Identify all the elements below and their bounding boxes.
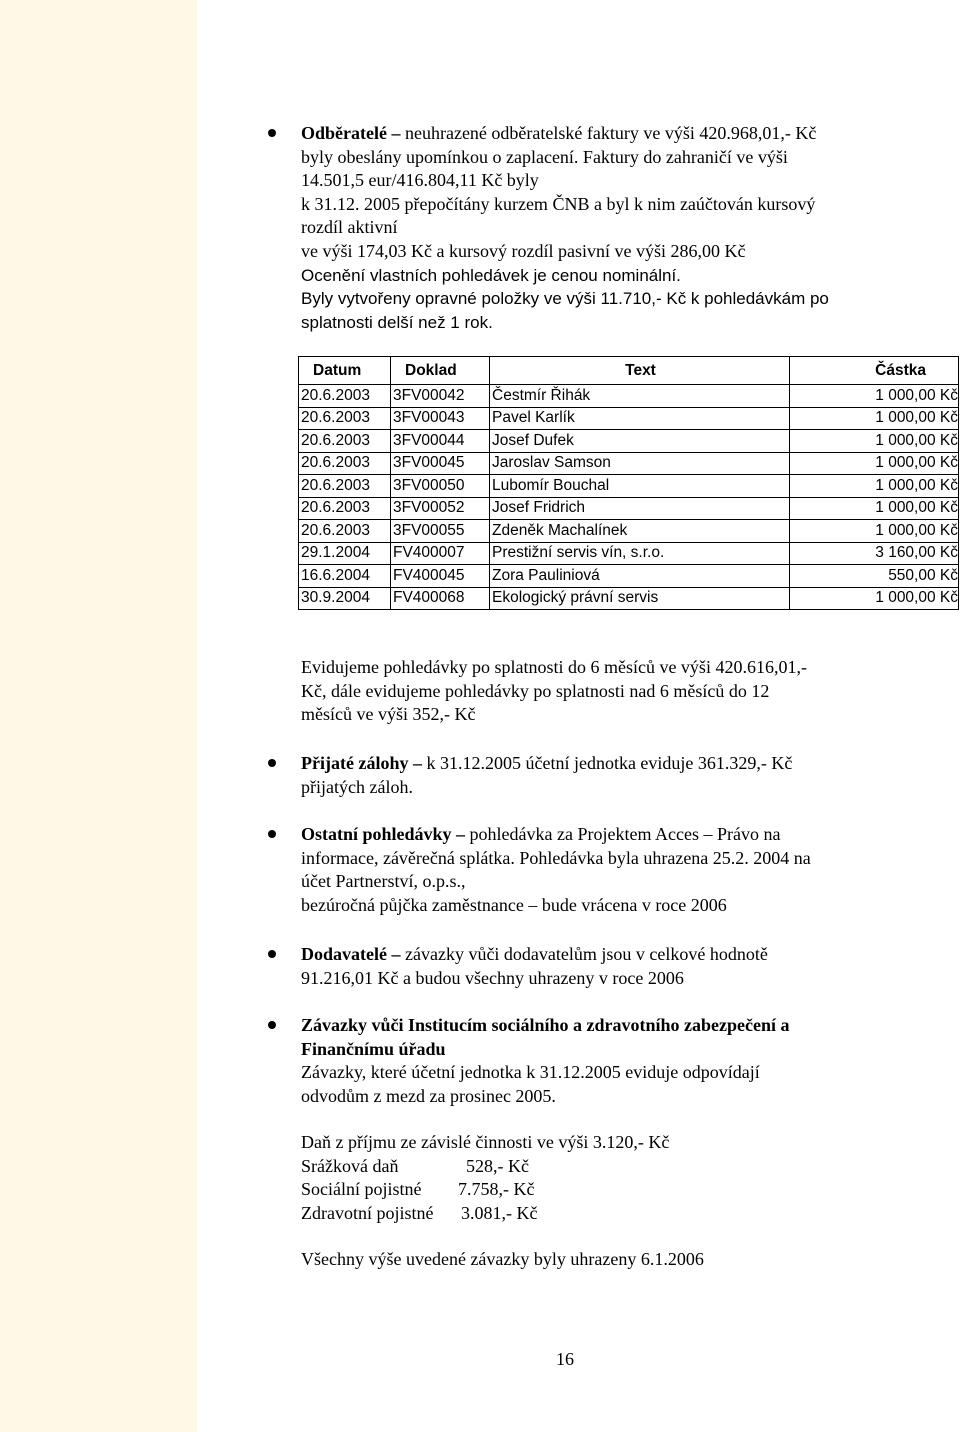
bullet-odberatele: [268, 129, 276, 137]
cell-datum: 20.6.2003: [299, 385, 391, 408]
zavazky-line: odvodům z mezd za prosinec 2005.: [301, 1085, 556, 1106]
table-row: [299, 475, 959, 498]
cell-text: Lubomír Bouchal: [490, 475, 790, 498]
cell-doklad: FV400007: [391, 542, 490, 565]
cell-castka: 1 000,00 Kč: [790, 497, 959, 520]
tax-value: 7.758,- Kč: [458, 1179, 535, 1200]
ostatni-line: účet Partnerství, o.p.s.,: [301, 871, 466, 892]
cell-doklad: 3FV00055: [391, 520, 490, 543]
cell-datum: 20.6.2003: [299, 497, 391, 520]
section-zalohy: [301, 752, 921, 799]
cell-text: Josef Fridrich: [490, 497, 790, 520]
cell-doklad: 3FV00052: [391, 497, 490, 520]
cell-castka: 1 000,00 Kč: [790, 520, 959, 543]
cell-doklad: 3FV00043: [391, 407, 490, 430]
cell-datum: 20.6.2003: [299, 407, 391, 430]
tax-value: 528,- Kč: [466, 1155, 529, 1176]
odberatele-line: k 31.12. 2005 přepočítány kurzem ČNB a byl k nim zaúčtován kursový: [301, 193, 816, 214]
tax-label: Sociální pojistné: [301, 1179, 422, 1200]
cell-datum: 16.6.2004: [299, 565, 391, 588]
odberatele-line: 14.501,5 eur/416.804,11 Kč byly: [301, 170, 539, 191]
cell-text: Ekologický právní servis: [490, 587, 790, 610]
tax-label: Zdravotní pojistné: [301, 1202, 434, 1223]
bullet-zalohy: [268, 759, 276, 767]
dodavatele-line: závazky vůči dodavatelům jsou v celkové hodnotě: [404, 944, 768, 964]
header-doklad: Doklad: [391, 357, 490, 385]
cell-castka: 1 000,00 Kč: [790, 587, 959, 610]
section-dane: [301, 1131, 921, 1225]
ostatni-line: informace, závěrečná splátka. Pohledávka byla uhrazena 25.2. 2004 na: [301, 847, 811, 868]
odberatele-line: byly obeslány upomínkou o zaplacení. Faktury do zahraničí ve výši: [301, 146, 788, 167]
odberatele-valuation: Ocenění vlastních pohledávek je cenou nominální.: [301, 265, 681, 285]
cell-castka: 550,00 Kč: [790, 565, 959, 588]
cell-datum: 20.6.2003: [299, 520, 391, 543]
bullet-zavazky: [268, 1021, 276, 1029]
tax-label: Srážková daň: [301, 1155, 399, 1176]
cell-datum: 29.1.2004: [299, 542, 391, 565]
table-header-row: [299, 357, 959, 385]
cell-doklad: 3FV00045: [391, 452, 490, 475]
cell-castka: 1 000,00 Kč: [790, 452, 959, 475]
cell-castka: 1 000,00 Kč: [790, 430, 959, 453]
table-row: [299, 520, 959, 543]
zavazky-title-cont: Finančnímu úřadu: [301, 1038, 446, 1059]
odberatele-line: neuhrazené odběratelské faktury ve výši 420.968,01,- Kč: [404, 123, 817, 143]
page-number: 16: [556, 1349, 574, 1369]
table-row: [299, 587, 959, 610]
dodavatele-title: Dodavatelé –: [301, 944, 401, 964]
cell-datum: 20.6.2003: [299, 430, 391, 453]
odberatele-provisions-cont: splatnosti delší než 1 rok.: [301, 312, 493, 332]
table-row: [299, 452, 959, 475]
table-row: [299, 542, 959, 565]
cell-text: Zora Pauliniová: [490, 565, 790, 588]
cell-text: Pavel Karlík: [490, 407, 790, 430]
zavazky-title: Závazky vůči Institucím sociálního a zdravotního zabezpečení a: [301, 1015, 790, 1035]
section-ostatni: [301, 823, 921, 917]
summary: [301, 1248, 921, 1272]
odberatele-line: ve výši 174,03 Kč a kursový rozdíl pasivní ve výši 286,00 Kč: [301, 240, 746, 261]
table-row: [299, 407, 959, 430]
ostatni-line: pohledávka za Projektem Acces – Právo na: [469, 824, 781, 844]
odberatele-line: rozdíl aktivní: [301, 217, 398, 238]
cell-doklad: FV400045: [391, 565, 490, 588]
zalohy-line: k 31.12.2005 účetní jednotka eviduje 361.329,- Kč: [426, 753, 793, 773]
section-zavazky: [301, 1014, 921, 1108]
margin-strip: [0, 0, 197, 1432]
cell-castka: 3 160,00 Kč: [790, 542, 959, 565]
evidence-line: měsíců ve výši 352,- Kč: [301, 704, 476, 725]
section-odberatele: [301, 122, 921, 334]
tax-value: 3.081,- Kč: [461, 1202, 538, 1223]
header-castka: Částka: [790, 357, 959, 385]
evidence-line: Kč, dále evidujeme pohledávky po splatnosti nad 6 měsíců do 12: [301, 680, 770, 701]
cell-doklad: 3FV00042: [391, 385, 490, 408]
tax-line: Daň z příjmu ze závislé činnosti ve výši 3.120,- Kč: [301, 1132, 670, 1152]
cell-text: Zdeněk Machalínek: [490, 520, 790, 543]
bullet-dodavatele: [268, 950, 276, 958]
cell-text: Jaroslav Samson: [490, 452, 790, 475]
table-row: [299, 565, 959, 588]
cell-text: Prestižní servis vín, s.r.o.: [490, 542, 790, 565]
header-datum: Datum: [299, 357, 391, 385]
zavazky-line: Závazky, které účetní jednotka k 31.12.2005 eviduje odpovídají: [301, 1062, 760, 1083]
odberatele-title: Odběratelé –: [301, 123, 401, 143]
table-row: [299, 497, 959, 520]
ostatni-line: bezúročná půjčka zaměstnance – bude vrácena v roce 2006: [301, 894, 727, 915]
cell-datum: 30.9.2004: [299, 587, 391, 610]
cell-text: Čestmír Řihák: [490, 385, 790, 408]
cell-text: Josef Dufek: [490, 430, 790, 453]
cell-castka: 1 000,00 Kč: [790, 475, 959, 498]
dodavatele-line: 91.216,01 Kč a budou všechny uhrazeny v roce 2006: [301, 967, 684, 988]
ostatni-title: Ostatní pohledávky –: [301, 824, 466, 844]
cell-datum: 20.6.2003: [299, 475, 391, 498]
table-row: [299, 430, 959, 453]
zalohy-title: Přijaté zálohy –: [301, 753, 422, 773]
zalohy-line: přijatých záloh.: [301, 776, 413, 797]
table-row: [299, 385, 959, 408]
summary-line: Všechny výše uvedené závazky byly uhrazeny 6.1.2006: [301, 1249, 704, 1269]
evidence-line: Evidujeme pohledávky po splatnosti do 6 měsíců ve výši 420.616,01,-: [301, 657, 807, 677]
cell-doklad: 3FV00050: [391, 475, 490, 498]
header-text: Text: [490, 357, 790, 385]
cell-doklad: FV400068: [391, 587, 490, 610]
cell-doklad: 3FV00044: [391, 430, 490, 453]
bullet-ostatni: [268, 830, 276, 838]
section-evidence: [301, 656, 921, 727]
cell-castka: 1 000,00 Kč: [790, 385, 959, 408]
section-dodavatele: [301, 943, 921, 990]
odberatele-provisions: Byly vytvořeny opravné položky ve výši 11.710,- Kč k pohledávkám po: [301, 289, 829, 309]
cell-castka: 1 000,00 Kč: [790, 407, 959, 430]
receivables-table: [298, 356, 959, 610]
cell-datum: 20.6.2003: [299, 452, 391, 475]
